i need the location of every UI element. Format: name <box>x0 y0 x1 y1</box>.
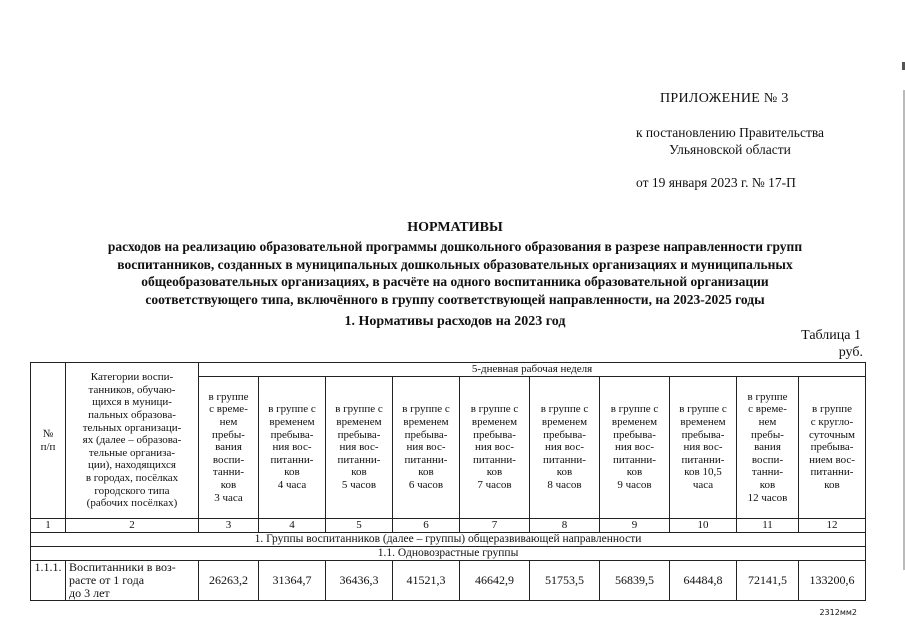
header-group-7h: в группе с временем пребыва- ния вос- питанни- ков 7 часов <box>460 377 530 519</box>
header-group-10-5h: в группе с временем пребыва- ния вос- питанни- ков 10,5 часа <box>670 377 737 519</box>
value-cell: 36436,3 <box>326 561 393 601</box>
header-work-week: 5-дневная рабочая неделя <box>199 363 866 377</box>
header-group-3h: в группе с време- нем пребы- вания воспи- танни- ков 3 часа <box>199 377 259 519</box>
column-number: 10 <box>670 519 737 533</box>
section-title: 1. Нормативы расходов на 2023 год <box>344 314 566 329</box>
subsection-band-same-age: 1.1. Одновозрастные группы <box>31 547 866 561</box>
value-cell: 46642,9 <box>460 561 530 601</box>
value-cell: 26263,2 <box>199 561 259 601</box>
value-cell: 72141,5 <box>737 561 799 601</box>
column-number: 6 <box>393 519 460 533</box>
header-group-24h: в группе с кругло- суточным пребыва- нием вос- питанни- ков <box>799 377 866 519</box>
subtitle-line: расходов на реализацию образовательной программы дошкольного образования в разрезе направленности групп <box>107 239 803 254</box>
column-number: 3 <box>199 519 259 533</box>
column-number: 8 <box>530 519 600 533</box>
header-group-9h: в группе с временем пребыва- ния вос- питанни- ков 9 часов <box>600 377 670 519</box>
section-band-general-groups: 1. Группы воспитанников (далее – группы) общеразвивающей направленности <box>31 533 866 547</box>
column-number: 5 <box>326 519 393 533</box>
value-cell: 51753,5 <box>530 561 600 601</box>
column-number: 4 <box>259 519 326 533</box>
column-number: 1 <box>31 519 66 533</box>
header-group-12h: в группе с време- нем пребы- вания воспи- танни- ков 12 часов <box>737 377 799 519</box>
decree-line: Ульяновской области <box>669 142 791 157</box>
header-group-6h: в группе с временем пребыва- ния вос- питанни- ков 6 часов <box>393 377 460 519</box>
column-numbers-row <box>31 519 866 533</box>
subtitle-line: воспитанников, созданных в муниципальных дошкольных образовательных организациях и муниципальных <box>117 256 793 272</box>
header-group-5h: в группе с временем пребыва- ния вос- питанни- ков 5 часов <box>326 377 393 519</box>
column-number: 11 <box>737 519 799 533</box>
header-category: Категории воспи- танников, обучаю- щихся в муници- пальных образова- тельных организаци- ях (далее – образова- тельные организа- ции), находящихся в городах, посёлках городского типа (рабочих посёлках) <box>66 363 199 519</box>
table-row <box>31 561 866 601</box>
column-number: 9 <box>600 519 670 533</box>
column-number: 2 <box>66 519 199 533</box>
row-category: Воспитанники в воз- расте от 1 года до 3 лет <box>66 561 199 601</box>
value-cell: 64484,8 <box>670 561 737 601</box>
value-cell: 41521,3 <box>393 561 460 601</box>
norms-table <box>30 362 866 601</box>
header-group-4h: в группе с временем пребыва- ния вос- питанни- ков 4 часа <box>259 377 326 519</box>
appendix-title: ПРИЛОЖЕНИЕ № 3 <box>660 91 789 106</box>
decree-date: от 19 января 2023 г. № 17-П <box>636 175 796 190</box>
subtitle-line: соответствующего типа, включённого в группу соответствующей направленности, на 2023-2025 годы <box>145 291 765 307</box>
decree-reference <box>610 124 850 158</box>
value-cell: 56839,5 <box>600 561 670 601</box>
row-number: 1.1.1. <box>31 561 66 601</box>
currency-unit: руб. <box>838 345 863 360</box>
document-subtitle <box>40 238 870 308</box>
subtitle-line: общеобразовательных организациях, в расчёте на одного воспитанника образовательной организации <box>141 274 769 289</box>
column-number: 12 <box>799 519 866 533</box>
footer-code: 2312мм2 <box>819 608 857 617</box>
decree-line: к постановлению Правительства <box>635 125 825 140</box>
table-caption: Таблица 1 <box>801 328 861 343</box>
document-title: НОРМАТИВЫ <box>407 220 503 235</box>
value-cell: 133200,6 <box>799 561 866 601</box>
value-cell: 31364,7 <box>259 561 326 601</box>
header-num: № п/п <box>31 363 66 519</box>
column-number: 7 <box>460 519 530 533</box>
header-group-8h: в группе с временем пребыва- ния вос- питанни- ков 8 часов <box>530 377 600 519</box>
